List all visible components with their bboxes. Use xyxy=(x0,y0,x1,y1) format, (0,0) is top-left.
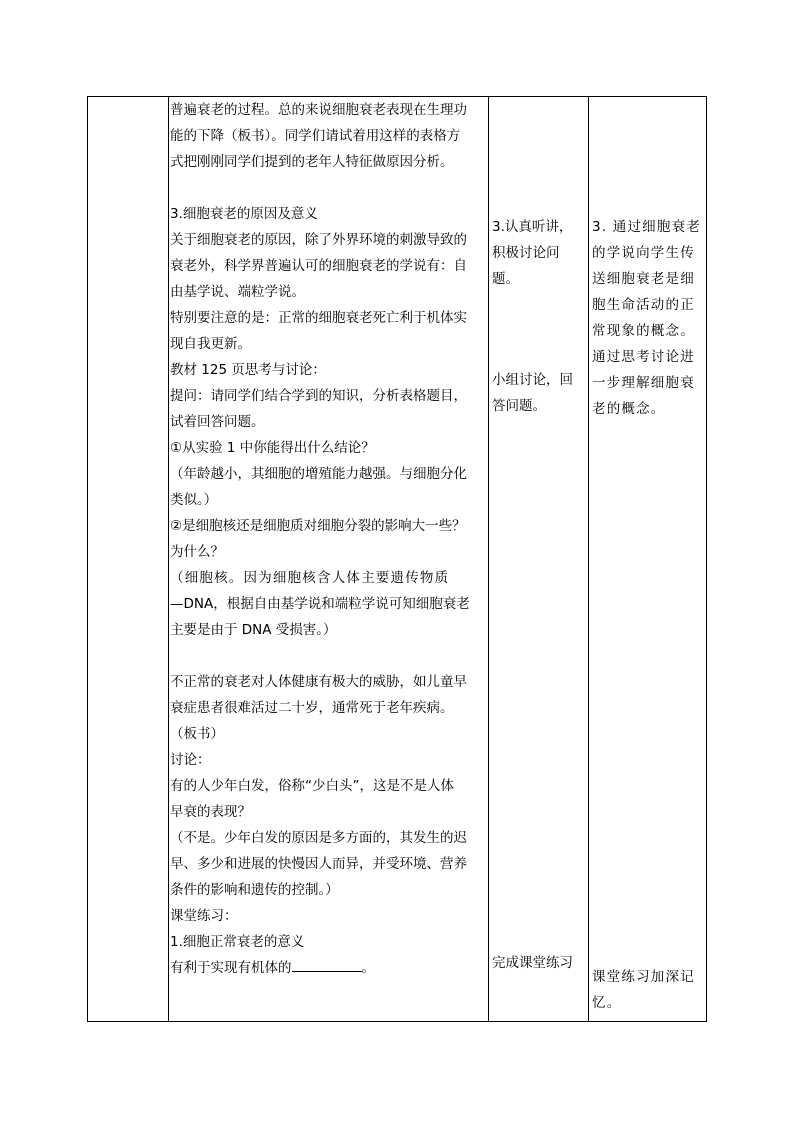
answer-line: （细胞核。因为细胞核含人体主要遗传物质 xyxy=(170,570,450,586)
content-line: 普遍衰老的过程。总的来说细胞衰老表现在生理功 xyxy=(170,102,467,118)
teaching-content-cell xyxy=(170,97,485,981)
lesson-plan-table xyxy=(87,96,707,1022)
intent-line: 常现象的概念。 xyxy=(592,323,695,339)
fill-blank xyxy=(292,957,362,972)
intent-line: 胞生命活动的正 xyxy=(592,297,695,313)
content-line: 现自我更新。 xyxy=(170,336,251,352)
intent-line: 送细胞衰老是细 xyxy=(592,271,695,287)
student-line: 答问题。 xyxy=(492,398,546,414)
intent-line: 课堂练习加深记 xyxy=(592,969,695,985)
content-line: 提问：请同学们结合学到的知识，分析表格题目， xyxy=(170,388,467,404)
answer-line: 类似。） xyxy=(170,492,218,508)
intent-line: 忆。 xyxy=(592,995,622,1011)
content-line: 特别要注意的是：正常的细胞衰老死亡利于机体实 xyxy=(170,310,467,326)
question-2: ②是细胞核还是细胞质对细胞分裂的影响大一些？ xyxy=(170,518,466,534)
content-line: 早衰的表现？ xyxy=(170,804,251,820)
column-divider xyxy=(488,97,489,1021)
content-line: 教材 125 页思考与讨论： xyxy=(170,362,326,378)
student-line: 完成课堂练习 xyxy=(492,955,573,971)
section-heading: 3.细胞衰老的原因及意义 xyxy=(170,206,318,222)
content-line: 由基学说、端粒学说。 xyxy=(170,284,305,300)
question-2: 为什么？ xyxy=(170,544,224,560)
student-activity-cell xyxy=(492,214,586,292)
content-line: 能的下降（板书）。同学们请试着用这样的表格方 xyxy=(170,128,461,144)
exercise-question: 1.细胞正常衰老的意义 xyxy=(170,934,305,950)
content-line: （板书） xyxy=(170,726,224,742)
design-intent-cell xyxy=(592,964,704,1016)
answer-line: 条件的影响和遗传的控制。） xyxy=(170,882,339,898)
fill-prefix: 有利于实现有机体的 xyxy=(170,960,292,976)
answer-line: （不是。少年白发的原因是多方面的，其发生的迟 xyxy=(170,830,467,846)
student-line: 小组讨论，回 xyxy=(492,372,573,388)
intent-line: 的学说向学生传 xyxy=(592,245,695,261)
intent-line: 通过思考讨论进 xyxy=(592,349,695,365)
content-line: 衰老外，科学界普遍认可的细胞衰老的学说有：自 xyxy=(170,258,467,274)
fill-suffix: 。 xyxy=(361,960,375,976)
intent-line: 3. 通过细胞衰老 xyxy=(592,219,701,235)
exercise-fill-line xyxy=(170,955,485,981)
question-1: ①从实验 1 中你能得出什么结论？ xyxy=(170,440,375,456)
student-line: 3.认真听讲， xyxy=(492,219,573,235)
discussion-label: 讨论： xyxy=(170,752,211,768)
column-divider xyxy=(168,97,169,1021)
intent-line: 一步理解细胞衰 xyxy=(592,375,695,391)
intent-line: 老的概念。 xyxy=(592,401,666,417)
content-line: 有的人少年白发，俗称“少白头”，这是不是人体 xyxy=(170,778,454,794)
design-intent-cell xyxy=(592,214,704,422)
content-line: 衰症患者很难活过二十岁，通常死于老年疾病。 xyxy=(170,700,454,716)
content-line: 不正常的衰老对人体健康有极大的威胁，如儿童早 xyxy=(170,674,467,690)
column-divider xyxy=(588,97,589,1021)
student-activity-cell xyxy=(492,950,586,976)
answer-line: （年龄越小，其细胞的增殖能力越强。与细胞分化 xyxy=(170,466,467,482)
answer-line: —DNA，根据自由基学说和端粒学说可知细胞衰老 xyxy=(170,596,470,612)
content-line: 试着回答问题。 xyxy=(170,414,265,430)
exercise-label: 课堂练习： xyxy=(170,908,238,924)
content-line: 关于细胞衰老的原因，除了外界环境的刺激导致的 xyxy=(170,232,467,248)
student-line: 积极讨论问题。 xyxy=(492,245,560,287)
student-activity-cell xyxy=(492,367,586,419)
content-line: 式把刚刚同学们提到的老年人特征做原因分析。 xyxy=(170,154,454,170)
answer-line: 早、多少和进展的快慢因人而异，并受环境、营养 xyxy=(170,856,467,872)
answer-line: 主要是由于 DNA 受损害。） xyxy=(170,622,337,638)
